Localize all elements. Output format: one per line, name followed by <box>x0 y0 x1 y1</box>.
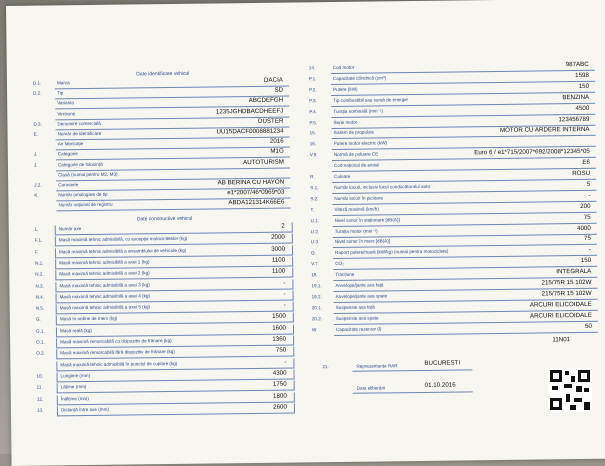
field-value: 50 <box>585 322 592 329</box>
field-value: - <box>284 302 286 309</box>
field-code: U.2. <box>311 229 335 234</box>
field-value: 1100 <box>272 256 285 263</box>
field-code: J. <box>34 152 58 157</box>
field-code: 12. <box>37 396 61 401</box>
field-value: 123456789 <box>558 115 589 122</box>
field-value: Euro 6 / e1*715/2007*692/2008*12345*05 <box>474 148 590 156</box>
field-label: Capacitate rezervor (l) <box>336 326 382 332</box>
rar-label: Reprezentanța RAR <box>356 363 397 369</box>
section-title-identification: Date identificare vehicul <box>93 70 233 78</box>
field-label: Număr omologare de tip <box>58 192 107 198</box>
field-value: - <box>284 358 286 365</box>
field-code: U.3. <box>311 239 335 244</box>
field-value: 1598 <box>575 72 589 79</box>
field-code: N.5. <box>36 305 60 310</box>
field-value: DUSTER <box>258 117 284 124</box>
field-code: G.1. <box>36 328 60 333</box>
field-value: 75 <box>584 235 591 242</box>
field-value: ABDA121314K66E6 <box>228 199 284 207</box>
field-code: P.2. <box>309 87 333 92</box>
field-code: R. <box>310 174 334 179</box>
field-value: 150 <box>579 83 589 90</box>
field-label: An fabricație <box>58 141 84 146</box>
field-code: 18. <box>311 272 335 277</box>
field-label: Număr național de registru <box>58 202 112 208</box>
field-label: Lățime (mm) <box>61 384 87 389</box>
field-code: O.2. <box>36 351 60 356</box>
field-value: - <box>589 246 591 253</box>
field-label: Tip <box>57 90 63 95</box>
field-label: Viteză maximă (km/h) <box>334 206 378 212</box>
field-code: U.1. <box>311 218 335 223</box>
footer-code: 21. <box>322 364 328 369</box>
field-label: Cod motor <box>333 65 355 70</box>
field-label: Sistem de propulsie <box>334 130 374 135</box>
field-label: Nivel sonor în mers [dB(A)] <box>335 239 390 245</box>
field-value: 1800 <box>273 392 287 399</box>
field-label: Număr locuri, inclusiv locul conducătorului auto <box>334 184 430 190</box>
field-code: W. <box>312 327 336 332</box>
field-label: Număr de identificare <box>58 131 102 137</box>
field-label: Marca <box>57 80 70 85</box>
field-value: 3000 <box>271 245 285 252</box>
field-label: Categorie <box>58 152 78 157</box>
rar-value: BUCURESTI <box>424 359 460 366</box>
field-value: M1G <box>270 148 284 155</box>
field-value: E6 <box>582 159 590 166</box>
field-label: Masă maximă tehnic admisibilă în punctul de cuplare (kg) <box>60 361 177 367</box>
field-value: - <box>588 192 590 199</box>
registration-document <box>6 0 605 466</box>
field-label: Masă maximă remorcabilă cu dispozitiv de frânare (kg) <box>60 338 172 344</box>
issuing-block <box>312 358 512 400</box>
field-code: N.2. <box>35 272 59 277</box>
field-code: V.7. <box>311 261 335 266</box>
field-label: Cod național de emisii <box>334 163 379 169</box>
field-value: 2000 <box>271 234 285 241</box>
field-code: 15. <box>310 130 334 135</box>
field-code: J. <box>34 162 58 167</box>
field-code: E. <box>34 131 58 136</box>
field-label: Nivel sonor în staționare [dB(A)] <box>335 217 400 223</box>
rar-line <box>352 369 472 371</box>
qr-code-icon <box>548 368 592 412</box>
field-value: SD <box>274 87 283 94</box>
field-label: Masă maximă tehnic admisibilă a ansamblului de vehicule (kg) <box>59 247 186 254</box>
field-code: L. <box>35 226 59 231</box>
field-code: 20.2. <box>312 316 336 321</box>
field-code: S.1. <box>310 185 334 190</box>
date-line <box>353 391 473 393</box>
field-code: 14. <box>309 65 333 70</box>
construct-rows-row <box>37 403 297 416</box>
field-code: N.4. <box>36 294 60 299</box>
field-value: 4300 <box>273 369 287 376</box>
field-label: Distanță între axe (mm) <box>61 407 109 413</box>
date-value: 01.10.2016 <box>425 382 456 389</box>
field-label: Lungime (mm) <box>60 373 90 378</box>
field-label: Denumire comercială <box>57 121 100 127</box>
field-code: 11. <box>37 385 61 390</box>
field-code: 16. <box>310 141 334 146</box>
field-value: 1100 <box>272 268 285 275</box>
left-rows-row <box>34 199 294 212</box>
field-value: 1600 <box>272 324 286 331</box>
field-code: F.1. <box>35 238 59 243</box>
field-label: Masă reală (kg) <box>60 328 92 333</box>
field-code: 10. <box>36 373 60 378</box>
field-code: K. <box>34 193 58 198</box>
field-value: 75 <box>584 213 591 220</box>
field-value: e1*2007/46*0969*03 <box>227 189 284 197</box>
field-label: Caroserie <box>58 182 78 187</box>
field-code: Q. <box>311 250 335 255</box>
field-value: ABCDEFGH <box>249 97 283 104</box>
field-label: Turația nominală (min⁻¹) <box>333 108 383 115</box>
field-label: Suspensie axa față <box>336 304 375 309</box>
field-value: 4500 <box>575 104 589 111</box>
field-code: V.9. <box>310 152 334 157</box>
field-value: 215/75R 15 102W <box>542 290 592 298</box>
field-label: Culoare <box>334 174 350 179</box>
field-value: DACIA <box>264 77 283 84</box>
field-rule <box>57 208 291 212</box>
field-value: 987ABC <box>566 61 589 68</box>
field-code: 20.1. <box>312 305 336 310</box>
field-code: D.1. <box>33 80 57 85</box>
field-label: Masă maximă tehnic admisibilă a axei 1 (kg) <box>59 259 149 265</box>
field-code: D.2. <box>33 91 57 96</box>
field-value: 1360 <box>272 336 286 343</box>
field-value: MOTOR CU ARDERE INTERNA <box>500 126 590 134</box>
field-label: Categorie de folosință <box>58 161 103 167</box>
field-label: Serie motor <box>333 119 357 124</box>
field-label: Normă de poluare CE <box>334 152 378 158</box>
date-label: Data eliberării <box>357 385 385 390</box>
field-rule <box>334 331 598 335</box>
field-label: Număr axe <box>59 226 82 231</box>
field-label: Masă în ordine de mers (kg) <box>60 316 118 322</box>
field-code: P.4. <box>309 109 333 114</box>
field-label: Tracțiune <box>335 272 354 277</box>
field-label: Raport putere/masă (kW/kg) (numai pentru motociclete) <box>335 249 448 255</box>
field-label: Masă maximă tehnic admisibilă a axei 5 (kg) <box>60 304 150 310</box>
field-code: N.3. <box>35 283 59 288</box>
field-label: Masă maximă tehnic admisibilă a axei 3 (kg) <box>59 282 149 288</box>
field-label: Putere (kW) <box>333 87 358 92</box>
field-code: 13. <box>37 407 61 412</box>
field-code: N.1. <box>35 260 59 265</box>
field-value: UU15DACF0008881234 <box>216 128 283 136</box>
right-rows-row <box>312 322 602 336</box>
field-code: P.5. <box>309 120 333 125</box>
field-value: ARCURI ELICOIDALE <box>530 301 592 309</box>
field-value: 2016 <box>270 138 284 145</box>
field-value: INTEGRALA <box>556 268 591 275</box>
field-code: S.2. <box>310 196 334 201</box>
field-label: Masă maximă tehnic admisibilă, cu excepția motocicletelor (kg) <box>59 236 187 243</box>
field-code: P.3. <box>309 98 333 103</box>
field-label: Turația motor (min⁻¹) <box>335 228 378 235</box>
field-label: Clasă (numai pentru M2, M3) <box>58 171 118 177</box>
field-value: 2 <box>281 223 285 230</box>
field-code: D.3. <box>33 121 57 126</box>
field-label: Varianta <box>57 101 74 106</box>
field-value: - <box>283 279 285 286</box>
field-label: Număr locuri în picioare <box>334 195 383 201</box>
field-value: 150 <box>581 257 591 264</box>
field-code: P.1. <box>309 76 333 81</box>
field-code: O.1. <box>36 339 60 344</box>
field-label: Masă maximă tehnic admisibilă a axei 2 (kg) <box>59 270 149 276</box>
field-label: Înălțime (mm) <box>61 396 89 401</box>
field-value: 4000 <box>577 224 591 231</box>
field-code: 19.2. <box>312 294 336 299</box>
field-value: 5 <box>587 181 591 188</box>
field-code: J.2. <box>34 182 58 187</box>
field-label: Capacitate cilindrică (cm³) <box>333 75 386 81</box>
field-value: ARCURI ELICOIDALE <box>530 312 592 320</box>
field-value: - <box>283 290 285 297</box>
field-value: 200 <box>580 203 590 210</box>
field-label: Masă maximă tehnic admisibilă a axei 4 (kg) <box>60 293 150 299</box>
field-value: 2600 <box>273 403 287 410</box>
field-value: BENZINA <box>562 94 589 101</box>
section-title-construction: Date constructive vehicul <box>95 215 235 223</box>
field-code: G. <box>36 317 60 322</box>
field-label: Versiune <box>57 111 75 116</box>
field-label: Putere motor electric (kW) <box>334 141 387 147</box>
field-value: ROSU <box>572 170 590 177</box>
field-value: 215/75R 15 102W <box>541 279 591 287</box>
field-code: T. <box>310 207 334 212</box>
field-value: AUTOTURISM <box>243 158 284 165</box>
field-label: Anvelope/jante axa spate <box>336 293 388 299</box>
field-label: Tip combustibil sau sursă de energie <box>333 97 408 103</box>
field-value: AB BERINA CU HAYON <box>218 179 285 187</box>
field-value: 1750 <box>273 381 287 388</box>
field-label: Suspensie axa spate <box>336 315 379 321</box>
document-serial: 11N01 <box>552 336 570 343</box>
field-value: 750 <box>276 347 286 354</box>
field-label: Anvelope/jante axa față <box>335 282 383 288</box>
field-label: Masă maximă remorcabilă fără dispozitiv de frânare (kg) <box>60 349 175 355</box>
field-value: 1235JGHDBACDHEEFJ <box>216 107 283 115</box>
field-code: F. <box>35 249 59 254</box>
field-label: CO₂ <box>335 261 344 266</box>
field-code: 19.1. <box>311 283 335 288</box>
field-value: 1500 <box>272 313 286 320</box>
